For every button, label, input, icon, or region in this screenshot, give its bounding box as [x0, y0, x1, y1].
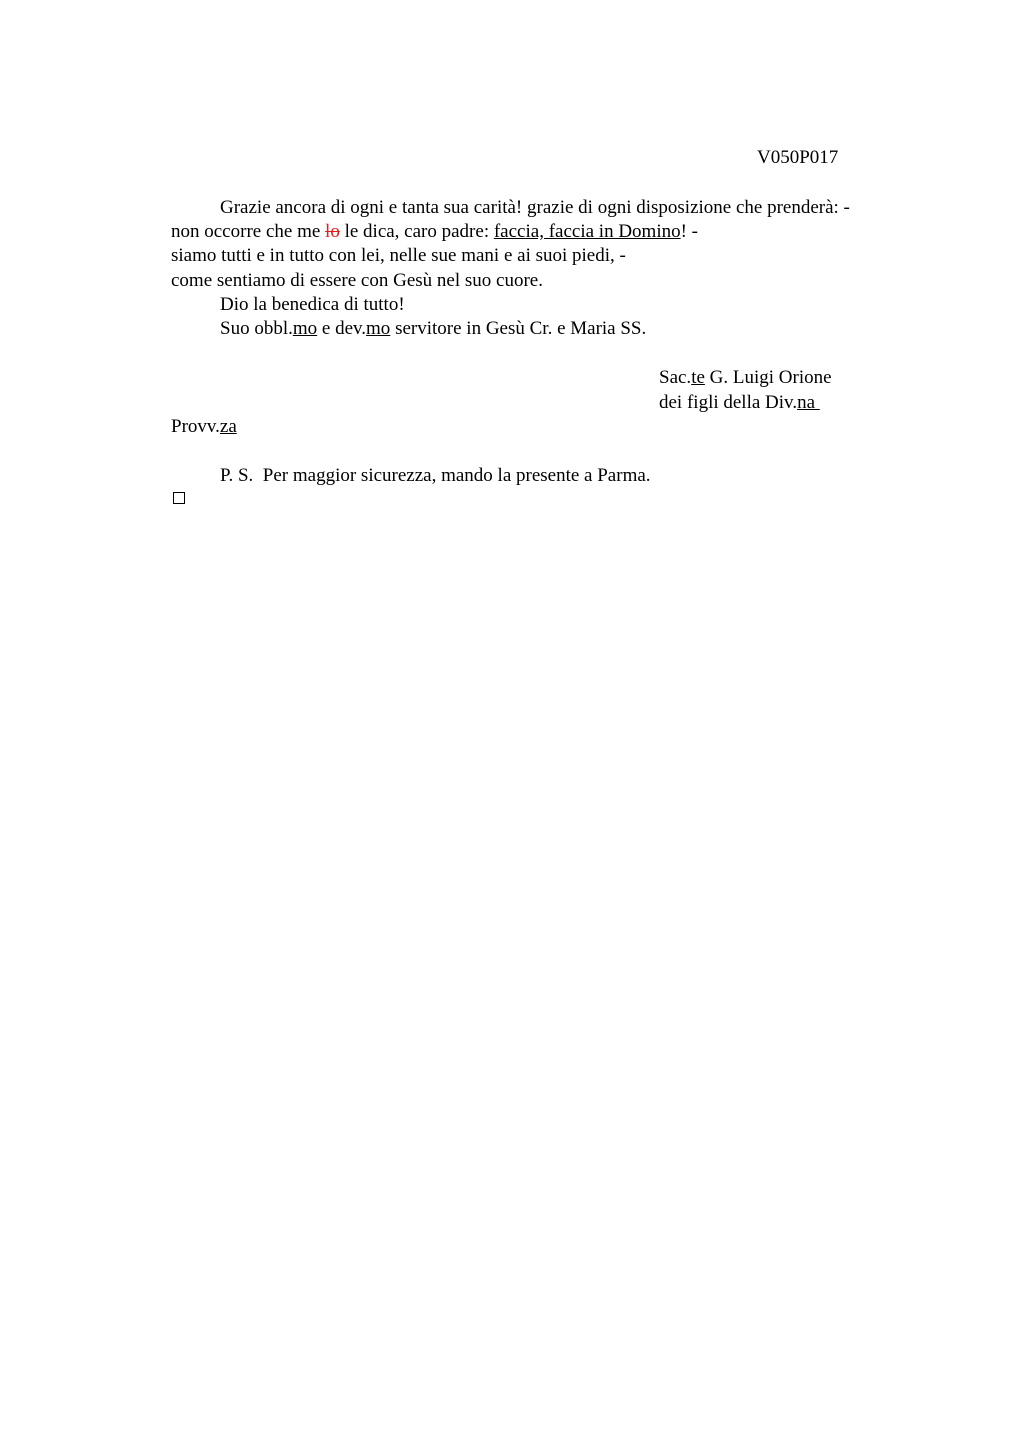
underlined-phrase: faccia, faccia in Domino [493, 221, 681, 242]
letter-line-6 [220, 317, 646, 341]
signature-line-3-abbrev: za [219, 416, 237, 437]
letter-line-4: come sentiamo di essere con Gesù nel suo cuore. [171, 270, 543, 291]
letter-line-2-text-b: le dica, caro padre: [339, 221, 494, 242]
closing-text-c: servitore in Gesù Cr. e Maria SS. [390, 318, 647, 339]
signature-line-2 [659, 391, 820, 415]
letter-line-2-text-a: non occorre che me [171, 221, 326, 242]
postscript: P. S. Per maggior sicurezza, mando la presente a Parma. [220, 465, 651, 486]
signature-line-2-text: dei figli della Div. [659, 392, 798, 413]
signature-abbrev: te [691, 367, 705, 388]
signature-line-3-text: Provv. [171, 416, 220, 437]
closing-abbrev-2: mo [366, 318, 391, 339]
checkbox-square-icon [173, 492, 185, 504]
signature-text-b: G. Luigi Orione [704, 367, 832, 388]
document-id: V050P017 [757, 147, 839, 168]
signature-text-a: Sac. [659, 367, 692, 388]
letter-line-5: Dio la benedica di tutto! [220, 294, 405, 315]
signature-line-1 [659, 366, 832, 390]
closing-abbrev-1: mo [292, 318, 318, 339]
letter-line-3: siamo tutti e in tutto con lei, nelle sue mani e ai suoi piedi, - [171, 245, 626, 266]
closing-text-b: e dev. [317, 318, 367, 339]
letter-line-2-text-c: ! - [680, 221, 698, 242]
signature-line-2-abbrev: na [797, 392, 820, 413]
signature-line-3 [171, 415, 237, 439]
deleted-word: lo [325, 221, 340, 242]
letter-line-1: Grazie ancora di ogni e tanta sua carità! grazie di ogni disposizione che prenderà: - [220, 197, 850, 218]
letter-line-2 [171, 220, 698, 244]
closing-text-a: Suo obbl. [220, 318, 293, 339]
